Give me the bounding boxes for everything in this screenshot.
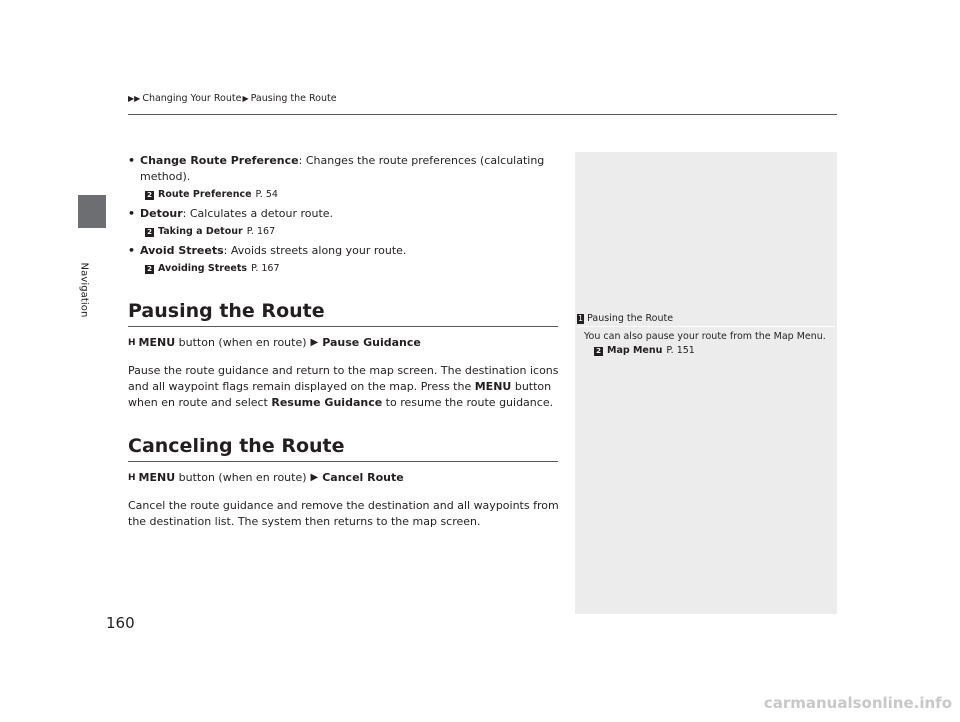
chapter-tab [78, 195, 106, 228]
header-rule [128, 114, 837, 115]
bullet-term: Change Route Preference [140, 154, 299, 167]
sidebar-rule [577, 326, 835, 327]
para-text: to resume the route guidance. [382, 396, 554, 409]
cross-reference[interactable] [140, 262, 568, 276]
menu-target: Cancel Route [322, 471, 404, 484]
section-heading-pause: Pausing the Route [128, 298, 558, 327]
bullet-icon: • [128, 154, 136, 167]
bullet-icon: • [128, 207, 136, 220]
menu-button-label: MENU [138, 471, 176, 484]
chapter-label: Navigation [78, 262, 90, 318]
body-paragraph [128, 363, 568, 411]
bullet-item [128, 243, 568, 276]
xref-page: P. 167 [246, 226, 276, 237]
para-text: button when en route and select [128, 380, 552, 409]
section-heading-cancel: Canceling the Route [128, 433, 558, 462]
menu-path-text: button (when en route) [178, 336, 307, 349]
bullet-icon: • [128, 244, 136, 257]
xref-page: P. 167 [251, 263, 280, 274]
bullet-desc: : Changes the route preferences (calculating method). [140, 154, 545, 183]
sidebar-heading [577, 313, 673, 324]
main-content [128, 153, 568, 530]
xref-page: P. 54 [255, 189, 278, 200]
reference-arrow-icon: 2 [145, 228, 154, 237]
body-paragraph: Cancel the route guidance and remove the destination and all waypoints from the destination list. The system then returns to the map screen. [128, 499, 559, 528]
bullet-item [128, 153, 568, 202]
sidebar-text: You can also pause your route from the Map Menu. [584, 331, 826, 342]
home-icon: H [128, 338, 136, 348]
bullet-desc: : Calculates a detour route. [182, 207, 334, 220]
menu-arrow-icon: ▶ [310, 472, 319, 483]
breadcrumb-parent[interactable]: Changing Your Route [142, 93, 242, 104]
menu-target: Pause Guidance [322, 336, 421, 349]
menu-button-label: MENU [138, 336, 176, 349]
reference-arrow-icon: 2 [145, 265, 154, 274]
sidebar-title: Pausing the Route [587, 313, 674, 324]
home-icon: H [128, 473, 136, 483]
sidebar-panel [575, 152, 837, 614]
watermark: carmanualsonline.info [763, 694, 952, 712]
breadcrumb [128, 93, 337, 104]
reference-arrow-icon: 2 [594, 347, 603, 356]
xref-title: Taking a Detour [158, 226, 243, 237]
para-bold: MENU [474, 380, 512, 393]
para-bold: Resume Guidance [271, 396, 383, 409]
xref-title: Avoiding Streets [158, 263, 248, 274]
xref-title: Map Menu [607, 345, 663, 356]
menu-path-text: button (when en route) [178, 471, 307, 484]
breadcrumb-arrow-icon: ▶▶ [128, 94, 141, 103]
menu-path [128, 470, 568, 486]
reference-arrow-icon: 2 [145, 191, 154, 200]
bullet-item [128, 206, 568, 239]
xref-page: P. 151 [666, 345, 695, 356]
menu-path [128, 335, 568, 351]
bullet-desc: : Avoids streets along your route. [223, 244, 407, 257]
bullet-term: Detour [140, 207, 183, 220]
cross-reference[interactable] [140, 225, 568, 239]
page-number: 160 [106, 614, 135, 632]
menu-arrow-icon: ▶ [310, 337, 319, 348]
cross-reference[interactable] [140, 188, 568, 202]
breadcrumb-arrow-icon: ▶ [242, 94, 249, 103]
breadcrumb-current: Pausing the Route [250, 93, 337, 104]
sidebar-cross-reference[interactable] [594, 344, 695, 358]
bullet-term: Avoid Streets [140, 244, 224, 257]
para-text: Pause the route guidance and return to the map screen. The destination icons and all waypoint flags remain displayed on the map. Press the [128, 364, 559, 393]
xref-title: Route Preference [158, 189, 252, 200]
sidebar-number: 1 [578, 313, 584, 323]
